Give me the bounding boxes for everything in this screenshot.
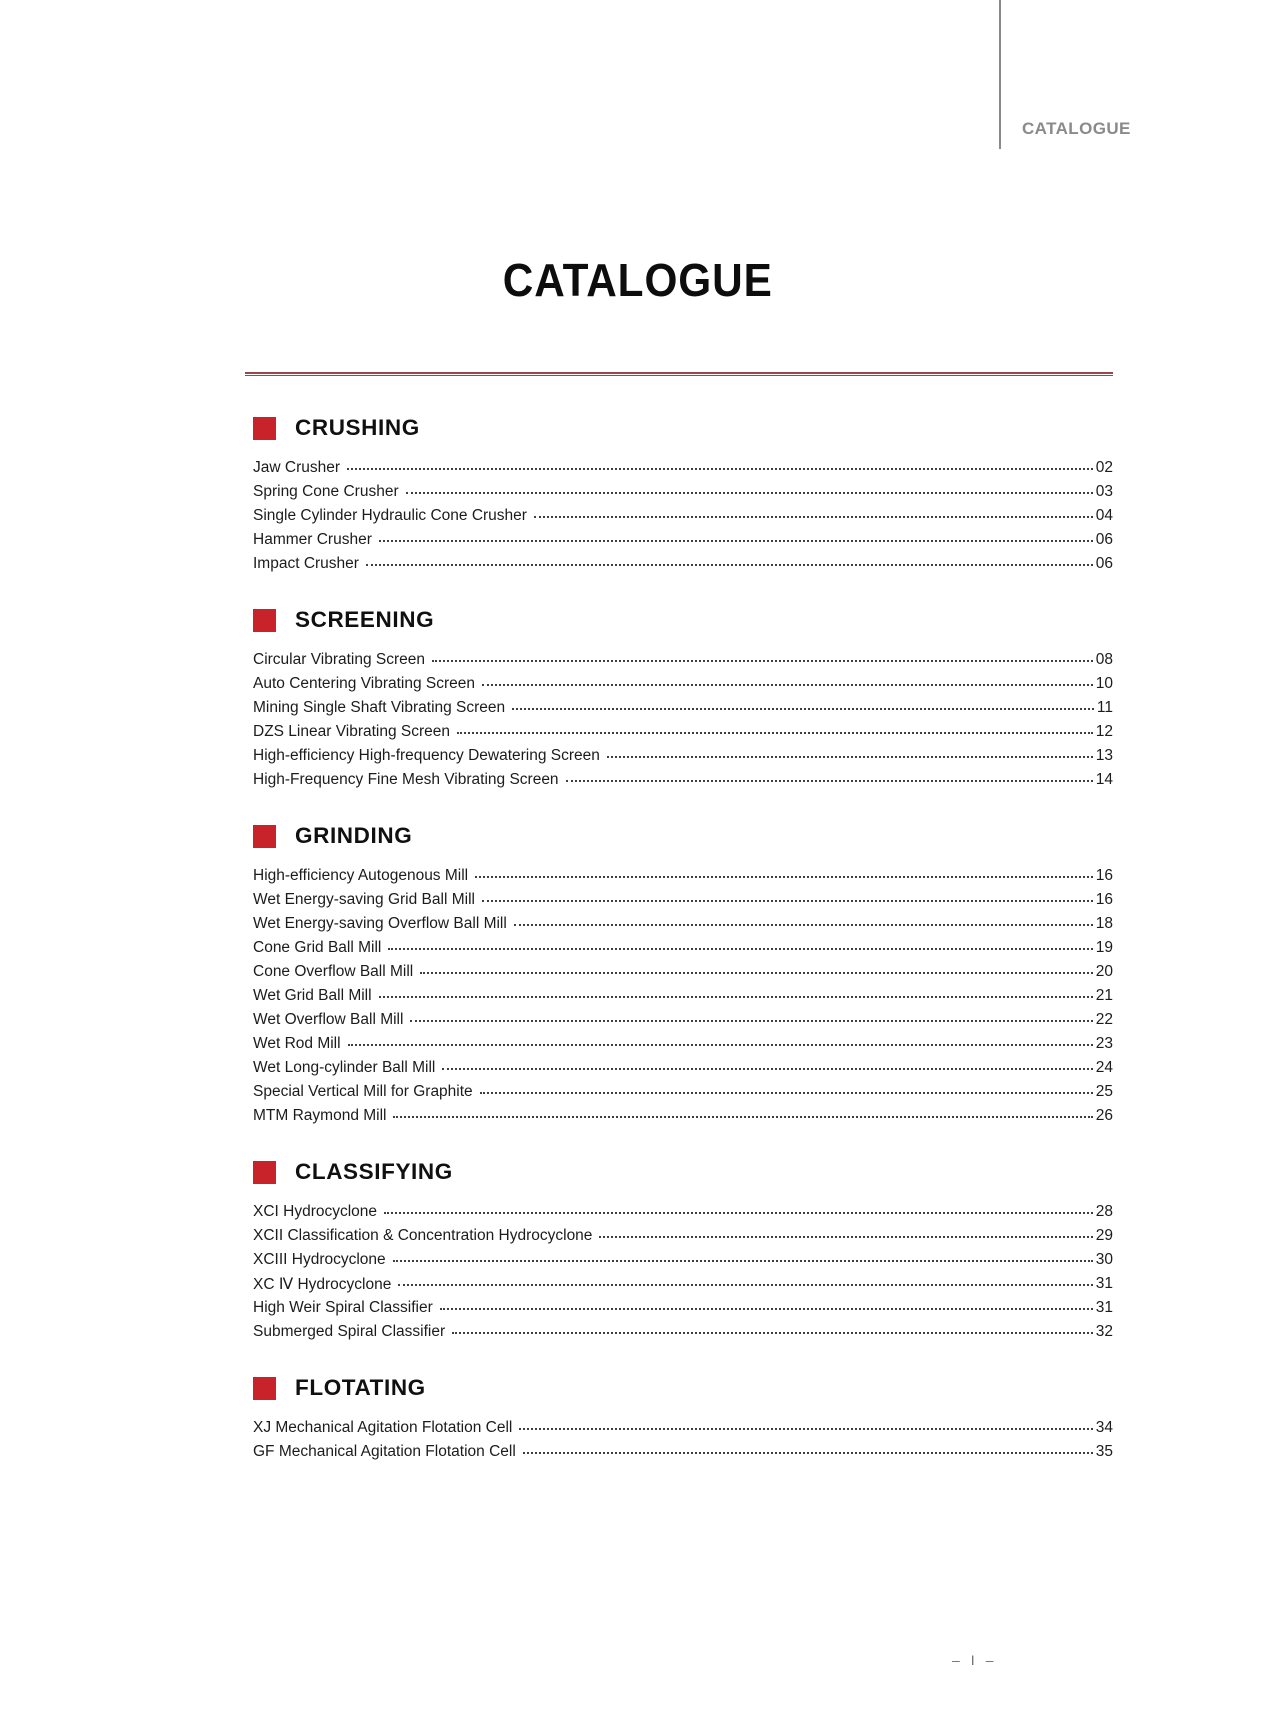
toc-entry bbox=[253, 456, 1113, 480]
toc-entry-label: Cone Overflow Ball Mill bbox=[253, 963, 414, 980]
toc-entry-page: 20 bbox=[1095, 963, 1113, 980]
toc-entry bbox=[253, 1224, 1113, 1248]
toc-entry bbox=[253, 528, 1113, 552]
toc bbox=[253, 416, 1113, 1464]
toc-entry bbox=[253, 1320, 1113, 1344]
toc-entry bbox=[253, 1008, 1113, 1032]
dotted-leader bbox=[420, 972, 1093, 974]
dotted-leader bbox=[480, 1092, 1093, 1094]
dotted-leader bbox=[512, 708, 1094, 710]
footer-page-number: I bbox=[970, 1652, 975, 1668]
section-entries bbox=[253, 648, 1113, 792]
dotted-leader bbox=[452, 1332, 1093, 1334]
toc-entry bbox=[253, 888, 1113, 912]
toc-entry-page: 16 bbox=[1095, 891, 1113, 908]
toc-entry-label: DZS Linear Vibrating Screen bbox=[253, 723, 451, 740]
section-bullet-square-icon bbox=[253, 1161, 276, 1184]
dotted-leader bbox=[482, 900, 1093, 902]
section-entries bbox=[253, 864, 1113, 1128]
dotted-leader bbox=[406, 492, 1093, 494]
toc-entry bbox=[253, 1104, 1113, 1128]
toc-entry bbox=[253, 1200, 1113, 1224]
toc-entry-label: XCIII Hydrocyclone bbox=[253, 1251, 386, 1268]
dotted-leader bbox=[599, 1236, 1092, 1238]
toc-section bbox=[253, 608, 1113, 792]
dotted-leader bbox=[475, 876, 1093, 878]
toc-section bbox=[253, 824, 1113, 1128]
toc-entry-label: XJ Mechanical Agitation Flotation Cell bbox=[253, 1419, 513, 1436]
toc-entry-label: GF Mechanical Agitation Flotation Cell bbox=[253, 1443, 516, 1460]
toc-entry-page: 28 bbox=[1095, 1203, 1113, 1220]
toc-entry-label: Wet Energy-saving Overflow Ball Mill bbox=[253, 915, 507, 932]
toc-entry bbox=[253, 1296, 1113, 1320]
dotted-leader bbox=[607, 756, 1093, 758]
dotted-leader bbox=[388, 948, 1092, 950]
page-footer bbox=[952, 1652, 993, 1668]
toc-entry-page: 19 bbox=[1095, 939, 1113, 956]
toc-entry-label: Wet Rod Mill bbox=[253, 1035, 341, 1052]
toc-entry-page: 13 bbox=[1095, 747, 1113, 764]
toc-entry-page: 29 bbox=[1095, 1227, 1113, 1244]
toc-entry-page: 25 bbox=[1095, 1083, 1113, 1100]
dotted-leader bbox=[384, 1212, 1093, 1214]
toc-entry-page: 03 bbox=[1095, 483, 1113, 500]
toc-entry bbox=[253, 1248, 1113, 1272]
toc-entry-page: 31 bbox=[1095, 1275, 1113, 1292]
dotted-leader bbox=[440, 1308, 1093, 1310]
toc-entry-label: Mining Single Shaft Vibrating Screen bbox=[253, 699, 506, 716]
dotted-leader bbox=[457, 732, 1093, 734]
toc-entry bbox=[253, 1032, 1113, 1056]
toc-entry-page: 16 bbox=[1095, 867, 1113, 884]
toc-entry-page: 22 bbox=[1095, 1011, 1113, 1028]
toc-entry bbox=[253, 984, 1113, 1008]
toc-entry bbox=[253, 768, 1113, 792]
toc-section bbox=[253, 1376, 1113, 1464]
toc-entry-label: XC Ⅳ Hydrocyclone bbox=[253, 1275, 392, 1293]
toc-entry-page: 06 bbox=[1095, 555, 1113, 572]
toc-entry-label: High-efficiency Autogenous Mill bbox=[253, 867, 469, 884]
toc-entry bbox=[253, 480, 1113, 504]
toc-entry-page: 14 bbox=[1095, 771, 1113, 788]
dotted-leader bbox=[410, 1020, 1092, 1022]
toc-entry-page: 32 bbox=[1095, 1323, 1113, 1340]
title-block bbox=[0, 0, 1276, 306]
toc-entry-page: 18 bbox=[1095, 915, 1113, 932]
toc-entry bbox=[253, 1440, 1113, 1464]
dotted-leader bbox=[366, 564, 1093, 566]
toc-entry-page: 23 bbox=[1095, 1035, 1113, 1052]
dotted-leader bbox=[534, 516, 1093, 518]
dotted-leader bbox=[523, 1452, 1093, 1454]
section-title: CLASSIFYING bbox=[295, 1159, 453, 1184]
toc-entry-label: MTM Raymond Mill bbox=[253, 1107, 387, 1124]
toc-entry-label: Wet Long-cylinder Ball Mill bbox=[253, 1059, 436, 1076]
section-bullet-square-icon bbox=[253, 417, 276, 440]
toc-entry-label: High-efficiency High-frequency Dewatering Screen bbox=[253, 747, 600, 764]
section-header bbox=[253, 416, 1113, 440]
toc-entry bbox=[253, 1416, 1113, 1440]
section-bullet-square-icon bbox=[253, 1377, 276, 1400]
toc-entry-label: Wet Overflow Ball Mill bbox=[253, 1011, 404, 1028]
dotted-leader bbox=[432, 660, 1093, 662]
dotted-leader bbox=[398, 1284, 1092, 1286]
section-entries bbox=[253, 1200, 1113, 1344]
toc-entry-label: High-Frequency Fine Mesh Vibrating Screen bbox=[253, 771, 559, 788]
toc-entry-label: Jaw Crusher bbox=[253, 459, 340, 476]
toc-entry-label: XCI Hydrocyclone bbox=[253, 1203, 378, 1220]
toc-entry-label: Circular Vibrating Screen bbox=[253, 651, 426, 668]
toc-entry-label: Special Vertical Mill for Graphite bbox=[253, 1083, 473, 1100]
toc-entry-page: 30 bbox=[1095, 1251, 1113, 1268]
toc-entry bbox=[253, 672, 1113, 696]
toc-entry bbox=[253, 960, 1113, 984]
dotted-leader bbox=[514, 924, 1093, 926]
footer-right-dash: – bbox=[985, 1652, 994, 1668]
toc-entry-label: Wet Grid Ball Mill bbox=[253, 987, 372, 1004]
toc-entry-page: 26 bbox=[1095, 1107, 1113, 1124]
toc-entry-label: XCII Classification & Concentration Hydrocyclone bbox=[253, 1227, 593, 1244]
toc-entry bbox=[253, 1080, 1113, 1104]
toc-entry-label: Single Cylinder Hydraulic Cone Crusher bbox=[253, 507, 527, 524]
dotted-leader bbox=[566, 780, 1093, 782]
toc-entry bbox=[253, 744, 1113, 768]
toc-entry-page: 11 bbox=[1096, 699, 1113, 716]
toc-entry-page: 04 bbox=[1095, 507, 1113, 524]
section-entries bbox=[253, 456, 1113, 576]
dotted-leader bbox=[482, 684, 1093, 686]
section-header bbox=[253, 608, 1113, 632]
toc-entry-label: Auto Centering Vibrating Screen bbox=[253, 675, 476, 692]
footer-left-dash: – bbox=[952, 1652, 960, 1668]
toc-entry bbox=[253, 864, 1113, 888]
toc-entry-page: 24 bbox=[1095, 1059, 1113, 1076]
section-title: FLOTATING bbox=[295, 1375, 426, 1400]
toc-entry-page: 21 bbox=[1095, 987, 1113, 1004]
section-header bbox=[253, 1160, 1113, 1184]
toc-entry-label: Submerged Spiral Classifier bbox=[253, 1323, 446, 1340]
toc-entry bbox=[253, 552, 1113, 576]
toc-entry bbox=[253, 696, 1113, 720]
dotted-leader bbox=[442, 1068, 1092, 1070]
dotted-leader bbox=[393, 1116, 1092, 1118]
toc-entry-label: Spring Cone Crusher bbox=[253, 483, 399, 500]
section-bullet-square-icon bbox=[253, 825, 276, 848]
toc-entry bbox=[253, 720, 1113, 744]
toc-entry-page: 34 bbox=[1095, 1419, 1113, 1436]
toc-entry-page: 31 bbox=[1095, 1299, 1113, 1316]
toc-entry-page: 12 bbox=[1095, 723, 1113, 740]
toc-entry-page: 35 bbox=[1095, 1443, 1113, 1460]
toc-entry bbox=[253, 648, 1113, 672]
toc-entry-page: 08 bbox=[1095, 651, 1113, 668]
toc-entry bbox=[253, 504, 1113, 528]
section-title: SCREENING bbox=[295, 607, 435, 632]
toc-entry bbox=[253, 912, 1113, 936]
section-entries bbox=[253, 1416, 1113, 1464]
toc-entry-label: Wet Energy-saving Grid Ball Mill bbox=[253, 891, 475, 908]
title-divider bbox=[245, 372, 1113, 376]
toc-entry-page: 06 bbox=[1095, 531, 1113, 548]
toc-entry-label: Cone Grid Ball Mill bbox=[253, 939, 382, 956]
toc-entry-label: Hammer Crusher bbox=[253, 531, 372, 548]
toc-entry-label: High Weir Spiral Classifier bbox=[253, 1299, 433, 1316]
section-header bbox=[253, 1376, 1113, 1400]
toc-section bbox=[253, 1160, 1113, 1344]
toc-section bbox=[253, 416, 1113, 576]
page-title: CATALOGUE bbox=[502, 254, 774, 306]
dotted-leader bbox=[393, 1260, 1093, 1262]
section-bullet-square-icon bbox=[253, 609, 276, 632]
header-catalogue-label: CATALOGUE bbox=[1022, 119, 1131, 138]
toc-entry bbox=[253, 1272, 1113, 1296]
toc-entry-page: 10 bbox=[1095, 675, 1113, 692]
section-title: GRINDING bbox=[295, 823, 413, 848]
section-header bbox=[253, 824, 1113, 848]
toc-entry-page: 02 bbox=[1095, 459, 1113, 476]
dotted-leader bbox=[519, 1428, 1092, 1430]
dotted-leader bbox=[379, 996, 1093, 998]
dotted-leader bbox=[379, 540, 1093, 542]
dotted-leader bbox=[347, 468, 1093, 470]
section-title: CRUSHING bbox=[295, 415, 420, 440]
toc-entry-label: Impact Crusher bbox=[253, 555, 359, 572]
dotted-leader bbox=[348, 1044, 1093, 1046]
toc-entry bbox=[253, 1056, 1113, 1080]
header-vertical-rule bbox=[999, 0, 1001, 149]
toc-entry bbox=[253, 936, 1113, 960]
